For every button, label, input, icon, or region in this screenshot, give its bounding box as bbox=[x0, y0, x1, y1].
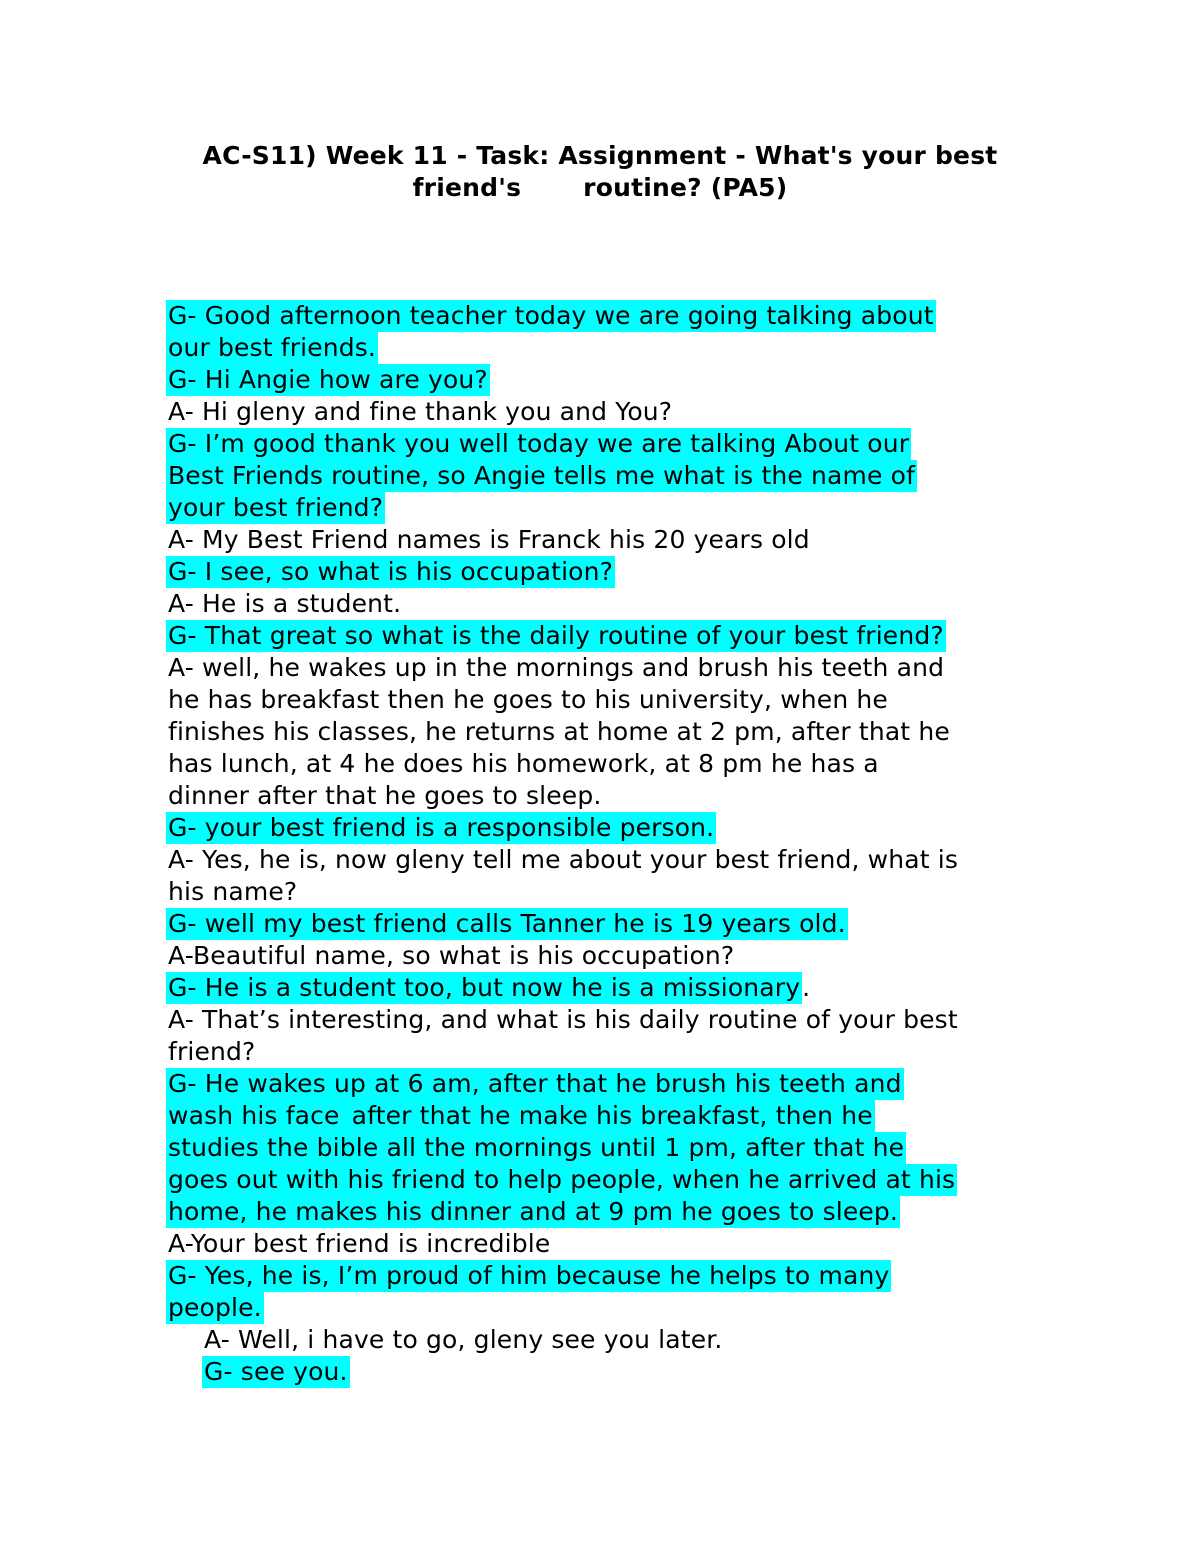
dialogue-line: G- Yes, he is, I’m proud of him because he helps to many bbox=[168, 1261, 890, 1290]
dialogue-line: A- He is a student. bbox=[168, 589, 402, 618]
dialogue-line: A-Your best friend is incredible bbox=[168, 1229, 551, 1258]
dialogue-line: goes out with his friend to help people, when he arrived at his bbox=[168, 1165, 956, 1194]
dialogue-line: your best friend? bbox=[168, 493, 384, 522]
dialogue-line: G- well my best friend calls Tanner he is 19 years old. bbox=[168, 909, 846, 938]
dialogue-line: G- Hi Angie how are you? bbox=[168, 365, 488, 394]
page-title bbox=[0, 140, 1200, 204]
dialogue-line: A- My Best Friend names is Franck his 20 years old bbox=[168, 525, 810, 554]
title-line-2 bbox=[0, 172, 1200, 204]
dialogue-line: our best friends. bbox=[168, 333, 377, 362]
dialogue-line: A-Beautiful name, so what is his occupation? bbox=[168, 941, 735, 970]
dialogue-line: G- I’m good thank you well today we are talking About our bbox=[168, 429, 910, 458]
dialogue-line: has lunch, at 4 he does his homework, at 8 pm he has a bbox=[168, 749, 879, 778]
dialogue-line: G- He is a student too, but now he is a missionary. bbox=[168, 973, 811, 1002]
dialogue-line: his name? bbox=[168, 877, 298, 906]
dialogue-line: people. bbox=[168, 1293, 262, 1322]
dialogue-line: friend? bbox=[168, 1037, 256, 1066]
dialogue-line: G- He wakes up at 6 am, after that he brush his teeth and bbox=[168, 1069, 902, 1098]
dialogue-line: wash his face after that he make his breakfast, then he bbox=[168, 1101, 873, 1130]
dialogue-line: G- I see, so what is his occupation? bbox=[168, 557, 614, 586]
dialogue-line: dinner after that he goes to sleep. bbox=[168, 781, 602, 810]
dialogue-line: A- Hi gleny and fine thank you and You? bbox=[168, 397, 673, 426]
title-line-2-part-a: friend's bbox=[412, 173, 522, 202]
dialogue-line: Best Friends routine, so Angie tells me what is the name of bbox=[168, 461, 916, 490]
dialogue-line: G- see you. bbox=[204, 1357, 348, 1386]
dialogue-line: finishes his classes, he returns at home at 2 pm, after that he bbox=[168, 717, 950, 746]
dialogue-line: G- Good afternoon teacher today we are going talking about bbox=[168, 301, 934, 330]
dialogue-line: G- That great so what is the daily routine of your best friend? bbox=[168, 621, 944, 650]
dialogue-line: A- well, he wakes up in the mornings and brush his teeth and bbox=[168, 653, 945, 682]
title-line-1: AC-S11) Week 11 - Task: Assignment - What's your best bbox=[202, 141, 998, 170]
dialogue-line: A- Yes, he is, now gleny tell me about your best friend, what is bbox=[168, 845, 959, 874]
dialogue-line: home, he makes his dinner and at 9 pm he goes to sleep. bbox=[168, 1197, 899, 1226]
dialogue-line: he has breakfast then he goes to his university, when he bbox=[168, 685, 888, 714]
dialogue-line: A- That’s interesting, and what is his daily routine of your best bbox=[168, 1005, 958, 1034]
dialogue-line: A- Well, i have to go, gleny see you later. bbox=[204, 1325, 723, 1354]
dialogue-line: G- your best friend is a responsible person. bbox=[168, 813, 715, 842]
dialogue-line: studies the bible all the mornings until 1 pm, after that he bbox=[168, 1133, 905, 1162]
title-line-2-part-b: routine? (PA5) bbox=[583, 173, 788, 202]
